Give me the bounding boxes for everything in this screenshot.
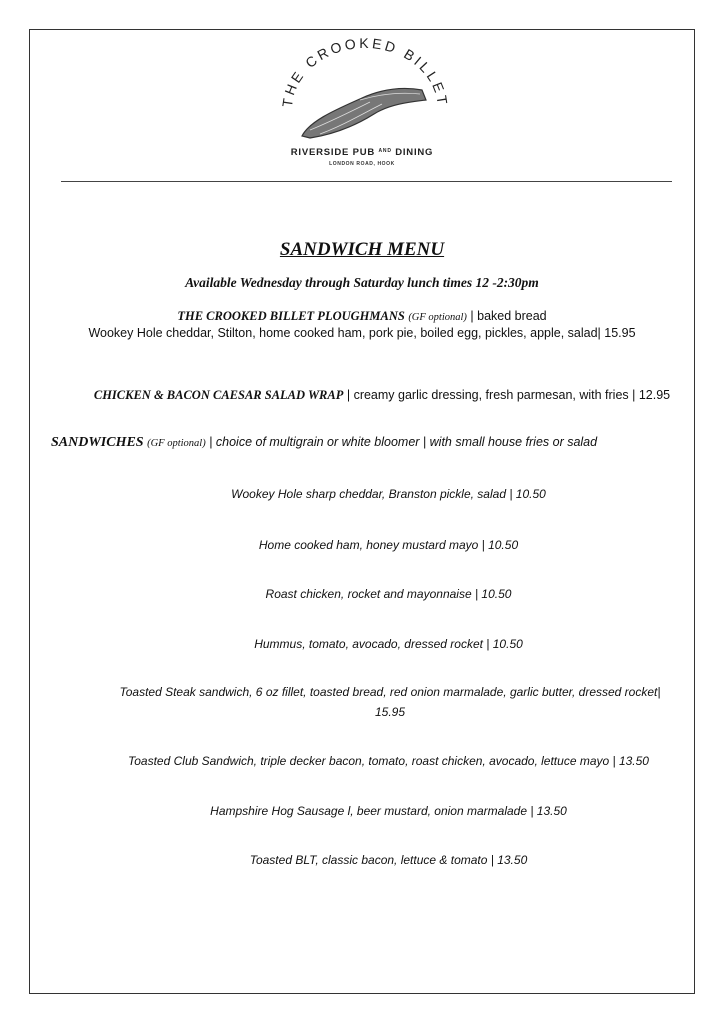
sandwich-item: Toasted BLT, classic bacon, lettuce & tomato | 13.50 bbox=[249, 853, 528, 867]
sandwich-item: Toasted Steak sandwich, 6 oz fillet, toasted bread, red onion marmalade, garlic butter, dressed rocket| 15.95 bbox=[119, 685, 661, 719]
sandwiches-heading: SANDWICHES (GF optional) | choice of multigrain or white bloomer | with small house fries or salad bbox=[51, 435, 598, 450]
ploughmans-heading: THE CROOKED BILLET PLOUGHMANS (GF optional) | baked bread bbox=[177, 309, 547, 323]
wrap-item: CHICKEN & BACON CAESAR SALAD WRAP | creamy garlic dressing, fresh parmesan, with fries | 12.95 bbox=[93, 388, 671, 402]
page-title: SANDWICH MENU bbox=[279, 239, 445, 260]
sandwich-item: Wookey Hole sharp cheddar, Branston pickle, salad | 10.50 bbox=[231, 487, 546, 501]
sandwich-item: Roast chicken, rocket and mayonnaise | 10.50 bbox=[265, 587, 512, 601]
sandwich-item: Hampshire Hog Sausage l, beer mustard, onion marmalade | 13.50 bbox=[210, 804, 567, 818]
header-divider bbox=[61, 181, 672, 182]
sandwich-item: Home cooked ham, honey mustard mayo | 10.50 bbox=[258, 538, 519, 552]
logo-arc-text: THE CROOKED BILLET bbox=[278, 38, 452, 109]
sandwich-item: Toasted Club Sandwich, triple decker bacon, tomato, roast chicken, avocado, lettuce mayo | 13.50 bbox=[128, 754, 649, 768]
ploughmans-description: Wookey Hole cheddar, Stilton, home cooked ham, pork pie, boiled egg, pickles, apple, salad| 15.95 bbox=[88, 326, 636, 340]
logo-tagline: RIVERSIDE PUB $^{AND}$ DINING bbox=[290, 147, 434, 158]
availability-subtitle: Available Wednesday through Saturday lunch times 12 -2:30pm bbox=[185, 275, 539, 290]
logo-address: LONDON ROAD, HOOK bbox=[329, 161, 395, 167]
sandwich-item: Hummus, tomato, avocado, dressed rocket | 10.50 bbox=[254, 637, 523, 651]
